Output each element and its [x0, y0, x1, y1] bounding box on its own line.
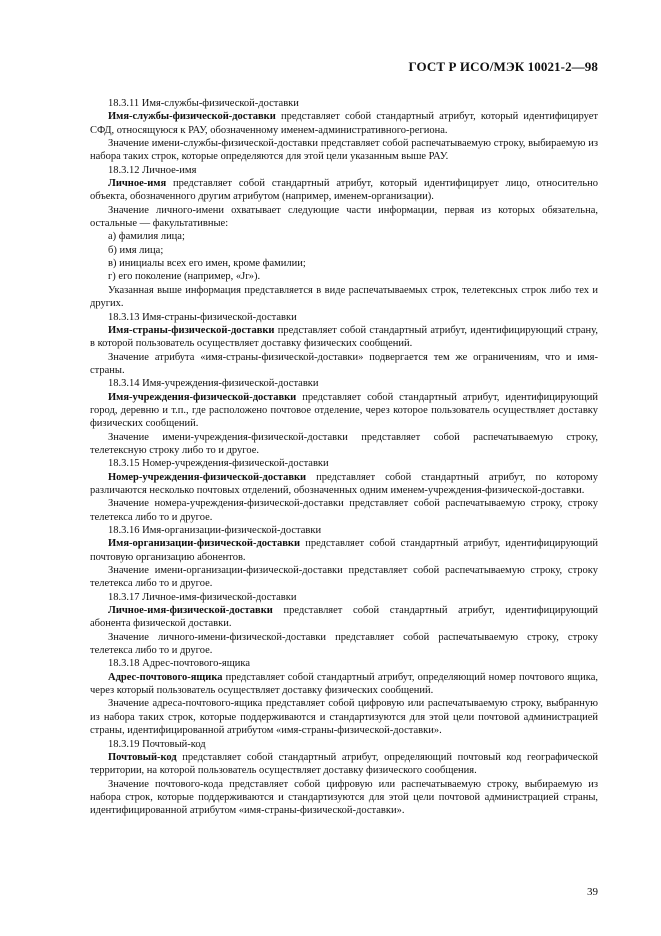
definition-text: представляет собой стандартный атрибут, идентифицирующий город, деревню и т.п., где расположено почтовое отделение, через которое пользователь осуществляет доставку физических сообщений.: [90, 391, 598, 430]
paragraph: [90, 671, 598, 698]
section-heading: 18.3.19 Почтовый-код: [108, 738, 206, 750]
paragraph: Значение имени-организации-физической-доставки представляет собой распечатываемую строку, строку телетекса либо то и другое.: [90, 565, 598, 590]
paragraph: [90, 110, 598, 137]
defined-term: Личное-имя-физической-доставки: [108, 605, 273, 617]
definition-text: представляет собой стандартный атрибут, идентифицирующий страну, в которой пользователь осуществляет доставку физических сообщений.: [90, 324, 598, 350]
paragraph: [90, 177, 598, 204]
paragraph: Значение номера-учреждения-физической-доставки представляет собой распечатываемую строку, строку телетекса либо то и другое.: [90, 498, 598, 523]
paragraph: Значение личного-имени охватывает следующие части информации, первая из которых обязательна, остальные — факультативные:: [90, 204, 598, 230]
paragraph: Указанная выше информация представляется в виде распечатываемых строк, телетексных строк либо тех и других.: [90, 284, 598, 310]
definition-text: представляет собой стандартный атрибут, который идентифицирует лицо, относительно объекта, обозначенного другим атрибутом (например, именем-организации).: [90, 178, 598, 203]
list-item: б) имя лица;: [108, 244, 164, 256]
page-number: 39: [587, 886, 598, 898]
list-item: а) фамилия лица;: [108, 231, 185, 243]
page-header: ГОСТ Р ИСО/МЭК 10021-2—98: [408, 59, 598, 74]
section-heading: 18.3.11 Имя-службы-физической-доставки: [108, 98, 299, 109]
list-item: в) инициалы всех его имен, кроме фамилии;: [108, 258, 306, 270]
definition-text: представляет собой стандартный атрибут, который идентифицирует СФД, относящуюся к РАУ, обозначенному именем-административного-региона.: [90, 111, 598, 136]
paragraph: Значение имени-учреждения-физической-доставки представляет собой распечатываемую строку, телетексную строку либо то и другое.: [90, 431, 598, 456]
section-heading: 18.3.16 Имя-организации-физической-доставки: [108, 525, 322, 536]
defined-term: Личное-имя: [108, 178, 167, 190]
definition-text: представляет собой стандартный атрибут, идентифицирующий абонента физической доставки.: [90, 605, 598, 630]
defined-term: Почтовый-код: [108, 751, 177, 763]
section-heading: 18.3.15 Номер-учреждения-физической-доставки: [108, 458, 329, 470]
paragraph: Значение личного-имени-физической-доставки представляет собой распечатываемую строку, строку телетекса либо то и другое.: [90, 631, 598, 657]
paragraph: [90, 604, 598, 631]
defined-term: Адрес-почтового-ящика: [108, 671, 223, 683]
defined-term: Имя-учреждения-физической-доставки: [108, 391, 297, 403]
paragraph: [90, 537, 598, 564]
paragraph: Значение адреса-почтового-ящика представляет собой цифровую или распечатываемую строку, выбранную из набора таких строк, которые поддерживаются и стандартизуются для этой цели почтовой администрацией страны, идентифицированной атрибутом «имя-страны-физической-доставки».: [90, 698, 598, 737]
defined-term: Номер-учреждения-физической-доставки: [108, 471, 307, 483]
paragraph: Значение имени-службы-физической-доставки представляет собой распечатываемую строку, выбираемую из набора таких строк, которые определяются для этой цели указанным выше РАУ.: [90, 138, 598, 163]
definition-text: представляет собой стандартный атрибут, по которому различаются несколько почтовых отделений, обозначенных одним именем-учреждения-физической-доставки.: [90, 471, 598, 496]
paragraph: Значение почтового-кода представляет собой цифровую или распечатываемую строку, выбираемую из набора строк, которые поддерживаются и стандартизуются для этой цели почтовой администрацией страны, идентифицированной атрибутом «имя-страны-физической-доставки».: [90, 778, 598, 817]
paragraph: [90, 391, 598, 431]
section-heading: 18.3.17 Личное-имя-физической-доставки: [108, 591, 297, 603]
paragraph: Значение атрибута «имя-страны-физической-доставки» подвергается тем же ограничениям, что и имя-страны.: [90, 351, 598, 376]
paragraph: [90, 324, 598, 351]
defined-term: Имя-службы-физической-доставки: [108, 111, 276, 123]
defined-term: Имя-страны-физической-доставки: [108, 324, 275, 336]
document-body: [90, 97, 598, 818]
section-heading: 18.3.12 Личное-имя: [108, 164, 197, 176]
defined-term: Имя-организации-физической-доставки: [108, 538, 301, 550]
section-heading: 18.3.18 Адрес-почтового-ящика: [108, 658, 251, 670]
definition-text: представляет собой стандартный атрибут, идентифицирующий почтовую организацию абонентов.: [90, 538, 598, 563]
list-item: г) его поколение (например, «Jr»).: [108, 271, 261, 283]
section-heading: 18.3.13 Имя-страны-физической-доставки: [108, 311, 297, 323]
section-heading: 18.3.14 Имя-учреждения-физической-доставки: [108, 378, 319, 390]
paragraph: [90, 471, 598, 498]
paragraph: [90, 751, 598, 778]
definition-text: представляет собой стандартный атрибут, определяющий номер почтового ящика, через который пользователь осуществляет доставку физических сообщений.: [90, 671, 598, 697]
definition-text: представляет собой стандартный атрибут, определяющий почтовый код географической территории, на которой пользователь осуществляет доставку физического сообщения.: [90, 751, 598, 777]
